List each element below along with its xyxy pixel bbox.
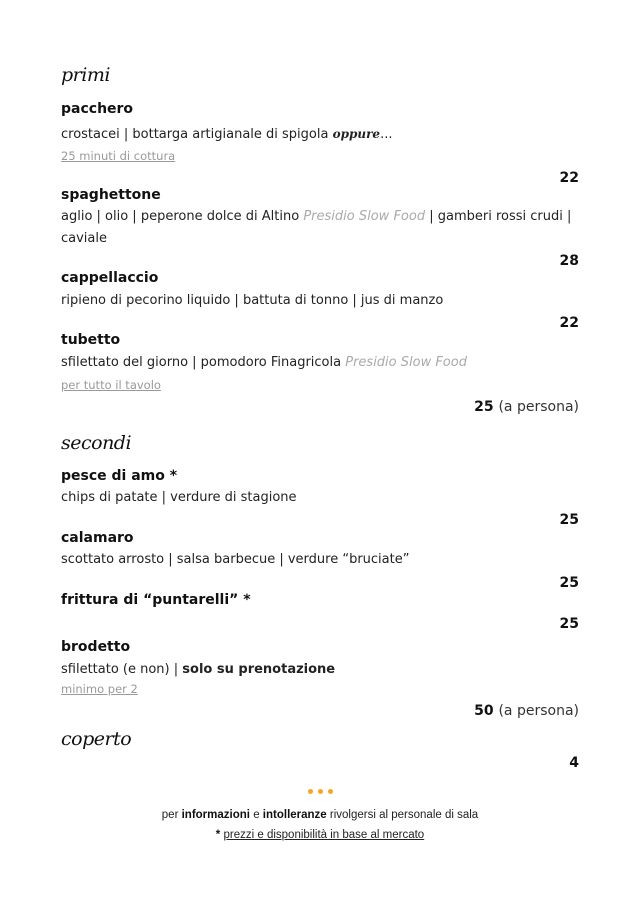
dish-name-tubetto: tubetto xyxy=(61,332,121,348)
price-cappellaccio: 22 xyxy=(559,315,579,331)
footer-price-note: * prezzi e disponibilità in base al mercato xyxy=(215,829,425,841)
section-title-coperto: coperto xyxy=(61,728,132,750)
dish-desc-spaghettone: aglio | olio | peperone dolce di Altino Presidio Slow Food | gamberi rossi crudi | caviale xyxy=(61,209,572,246)
dish-desc-pesce-di-amo: chips di patate | verdure di stagione xyxy=(61,490,297,505)
price-calamaro: 25 xyxy=(559,575,579,591)
dish-name-calamaro: calamaro xyxy=(61,530,134,546)
script-oppure: oppure xyxy=(332,127,381,141)
note-minimum-two: minimo per 2 xyxy=(61,682,138,696)
section-title-primi: primi xyxy=(61,64,110,86)
dish-desc-tubetto: sfilettato del giorno | pomodoro Finagricola Presidio Slow Food xyxy=(61,355,467,370)
dish-desc-calamaro: scottato arrosto | salsa barbecue | verdure “bruciate” xyxy=(61,552,410,567)
dish-desc-pacchero: crostacei | bottarga artigianale di spigola oppure... xyxy=(61,127,393,142)
dish-desc-brodetto: sfilettato (e non) | solo su prenotazione xyxy=(61,662,336,677)
dish-name-pacchero: pacchero xyxy=(61,101,134,117)
note-cooking-time: 25 minuti di cottura xyxy=(61,149,176,163)
price-brodetto: 50 (a persona) xyxy=(474,703,579,719)
dot-icon xyxy=(308,789,313,794)
slow-food-label: Presidio Slow Food xyxy=(303,209,426,224)
footer-info-line: per informazioni e intolleranze rivolgersi al personale di sala xyxy=(161,809,479,821)
dish-desc-cappellaccio: ripieno di pecorino liquido | battuta di tonno | jus di manzo xyxy=(61,293,444,308)
section-title-secondi: secondi xyxy=(61,432,132,454)
price-pacchero: 22 xyxy=(559,170,579,186)
dish-name-frittura: frittura di “puntarelli” * xyxy=(61,592,251,608)
dish-name-cappellaccio: cappellaccio xyxy=(61,270,159,286)
dish-name-brodetto: brodetto xyxy=(61,639,131,655)
price-coperto: 4 xyxy=(569,755,579,771)
slow-food-label: Presidio Slow Food xyxy=(345,355,467,370)
dot-icon xyxy=(328,789,333,794)
dot-icon xyxy=(318,789,323,794)
price-pesce-di-amo: 25 xyxy=(559,512,579,528)
note-whole-table: per tutto il tavolo xyxy=(61,378,161,392)
dish-name-pesce-di-amo: pesce di amo * xyxy=(61,468,178,484)
price-frittura: 25 xyxy=(559,616,579,632)
separator-dots xyxy=(0,779,640,798)
price-tubetto: 25 (a persona) xyxy=(474,399,579,415)
dish-name-spaghettone: spaghettone xyxy=(61,187,161,203)
price-spaghettone: 28 xyxy=(559,253,579,269)
